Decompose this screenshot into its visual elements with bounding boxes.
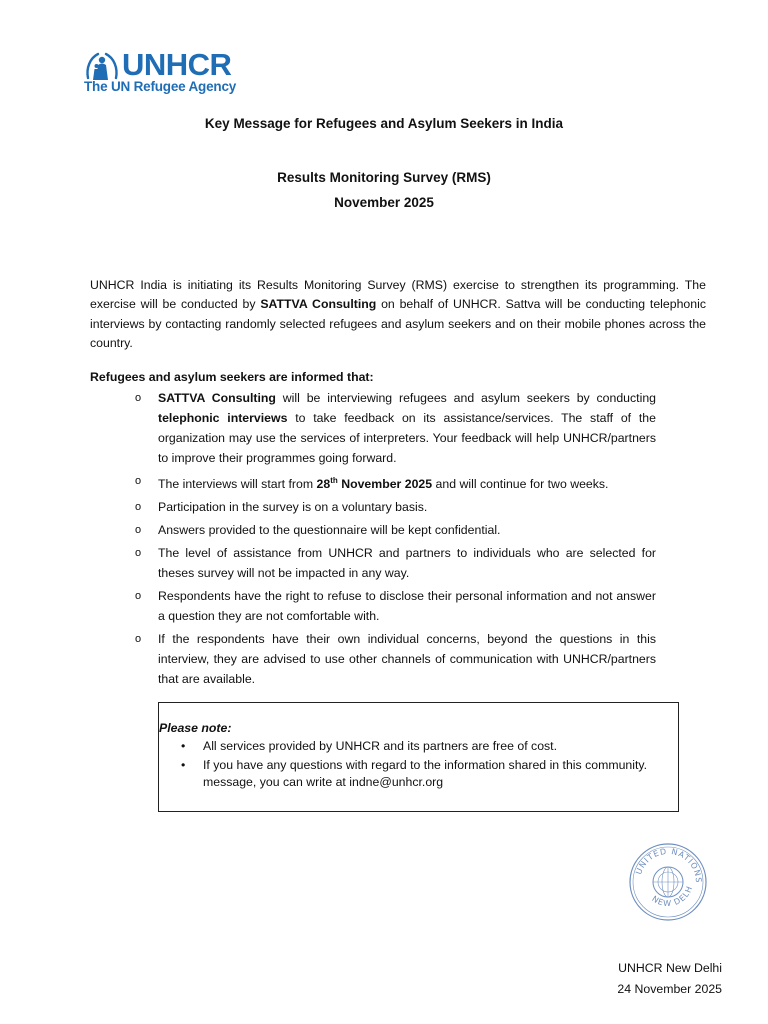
bullet-text: Participation in the survey is on a voluntary basis. — [158, 500, 428, 515]
ordinal-suffix: th — [330, 476, 338, 485]
informed-heading: Refugees and asylum seekers are informed that: — [90, 370, 374, 384]
list-item — [132, 471, 656, 494]
svg-text:UNITED NATIONS: UNITED NATIONS — [634, 846, 704, 884]
bullet-marker: o — [135, 547, 142, 560]
list-item — [132, 497, 656, 517]
signoff-office: UNHCR New Delhi — [618, 961, 722, 975]
list-item — [132, 629, 656, 689]
logo-subtitle: The UN Refugee Agency — [84, 79, 237, 94]
bullet-bold-text: SATTVA Consulting — [158, 391, 276, 405]
bullet-text: The interviews will start from — [158, 477, 317, 492]
bullet-marker: o — [135, 392, 142, 404]
signoff-date: 24 November 2025 — [617, 982, 722, 996]
list-item — [132, 520, 656, 540]
svg-text:NEW DELHI: NEW DELH — [650, 884, 695, 909]
bullet-bold-text: telephonic interviews — [158, 411, 288, 425]
bullet-marker: o — [135, 633, 142, 646]
list-item — [179, 738, 679, 756]
bullet-marker: o — [135, 501, 142, 514]
survey-month: November 2025 — [334, 195, 434, 210]
list-item — [132, 543, 656, 583]
info-bullet-list — [132, 388, 656, 692]
bullet-marker: o — [135, 475, 142, 487]
list-item — [179, 757, 679, 792]
un-new-delhi-seal-icon — [628, 842, 708, 922]
bullet-marker: o — [135, 524, 142, 537]
note-box — [158, 702, 679, 812]
bullet-text: If the respondents have their own individual concerns, beyond the questions in this interview, they are advised to use other channels of communication with UNHCR/partners that are available. — [158, 632, 656, 687]
bullet-dot: • — [181, 757, 186, 772]
intro-text-1: UNHCR India is initiating its Results Monitoring Survey (RMS) exercise to strengthen its programming. The exercise will be conducted by — [90, 278, 706, 312]
note-title: Please note: — [159, 721, 232, 735]
survey-title: Results Monitoring Survey (RMS) — [277, 170, 491, 185]
bullet-text: The level of assistance from UNHCR and partners to individuals who are selected for theses survey will not be impacted in any way. — [158, 546, 656, 581]
bullet-text: will be interviewing refugees and asylum seekers by conducting — [275, 391, 657, 405]
bullet-text: Respondents have the right to refuse to disclose their personal information and not answer a question they are not comfortable with. — [158, 589, 656, 624]
start-day: 28 — [316, 477, 331, 492]
note-list — [179, 738, 679, 793]
intro-paragraph — [90, 276, 706, 354]
bullet-text: Answers provided to the questionnaire will be kept confidential. — [158, 523, 501, 538]
logo-wordmark: UNHCR — [122, 47, 232, 82]
list-item — [132, 388, 656, 468]
note-item-text: If you have any questions with regard to the information shared in this community. message, you can write at indne@unhcr.org — [203, 757, 648, 789]
unhcr-logo — [82, 46, 262, 98]
list-item — [132, 586, 656, 626]
bullet-marker: o — [135, 590, 142, 603]
intro-text-2: on behalf of UNHCR. Sattva will be conducting telephonic interviews by contacting randomly selected refugees and asylum seekers and on their mobile phones across the country. — [90, 297, 706, 351]
bullet-dot: • — [181, 739, 186, 753]
bullet-text: and will continue for two weeks. — [432, 477, 609, 492]
note-item-text: All services provided by UNHCR and its partners are free of cost. — [203, 739, 558, 753]
start-month: November 2025 — [337, 477, 433, 492]
bullet-text: to take feedback on its assistance/services. The staff of the organization may use the services of interpreters. Your feedback will help UNHCR/partners to improve their programmes going forward. — [158, 411, 656, 465]
document-title: Key Message for Refugees and Asylum Seekers in India — [204, 116, 564, 131]
intro-bold-org: SATTVA Consulting — [260, 297, 377, 312]
